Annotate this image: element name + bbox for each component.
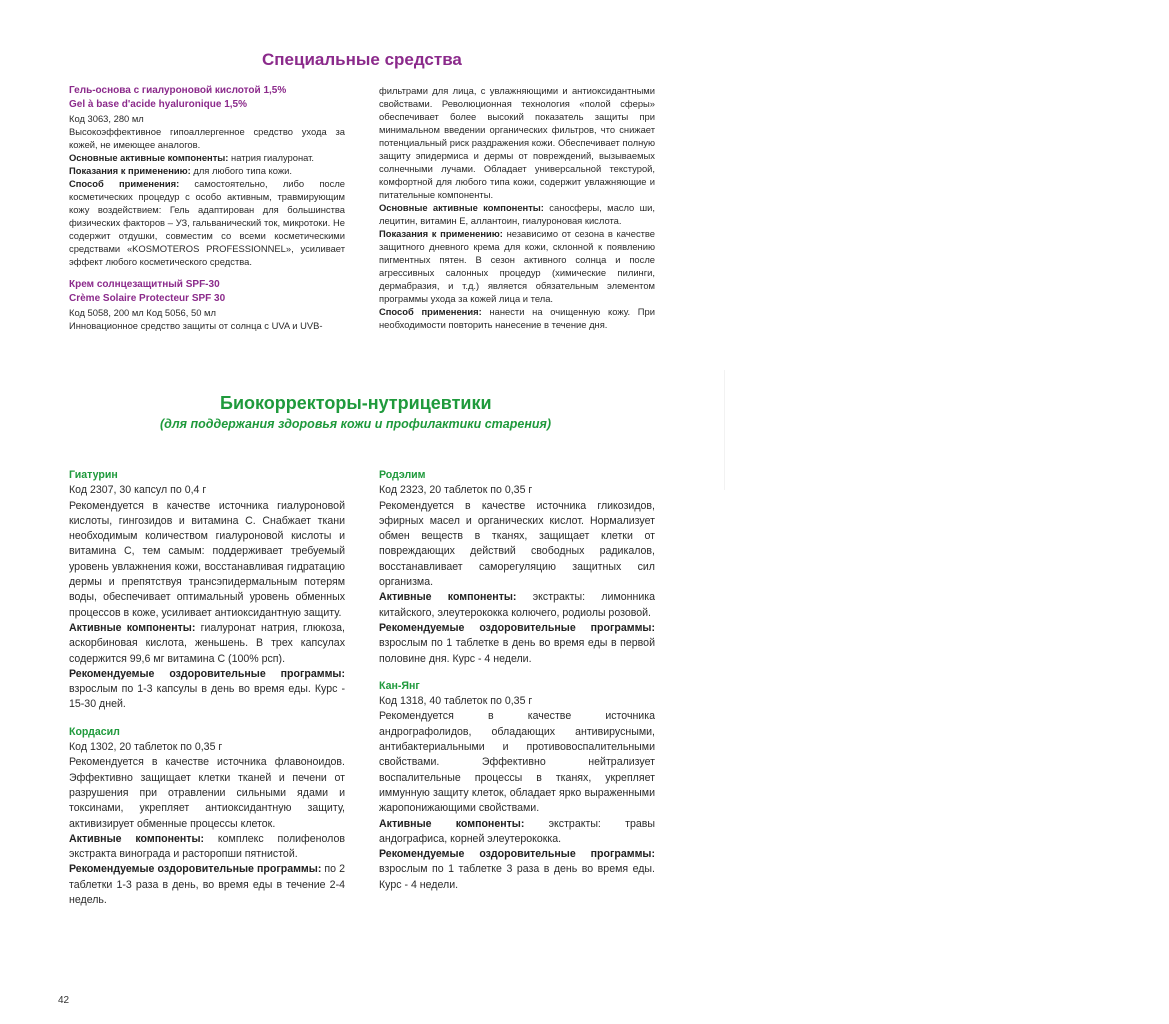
page-number: 42 <box>58 995 70 1006</box>
bio-right-column <box>379 468 655 893</box>
section-title-biocorrectors: Биокорректоры-нутрицевтики <box>220 393 492 413</box>
product-program: Рекомендуемые оздоровительные программы: взрослым по 1 таблетке 3 раза в день во время еды. Курс - 4 недели. <box>379 848 655 891</box>
gel-name-ru: Гель-основа с гиалуроновой кислотой 1,5% <box>69 85 287 96</box>
product-active: Активные компоненты: комплекс полифенолов экстракта винограда и расторопши пятнистой. <box>69 832 345 861</box>
product-description: Рекомендуется в качестве источника гликозидов, эфирных масел и органических кислот. Нормализует обмен веществ в тканях, защищает клетки от повреждающих действий свободных радикалов, восстанавливает саморегуляцию защитных сил организма. <box>379 499 655 589</box>
product-program: Рекомендуемые оздоровительные программы: взрослым по 1 таблетке в день во время еды в первой половине дня. Курс - 4 недели. <box>379 621 655 665</box>
product-name: Кан-Янг <box>379 679 420 692</box>
special-left-column <box>69 84 345 332</box>
gel-method: Способ применения: самостоятельно, либо после косметических процедур с особо активным, травмирующим кожу воздействием: Гель адаптирован для большинства физических факторов – УЗ, гальванический ток, микротоки. Не содержит отдушки, совместим со всеми косметическими средствами «KOSMOTEROS PROFESSIONNEL», усиливает эффект любого косметического средства. <box>69 178 346 267</box>
section-title-special: Специальные средства <box>262 50 462 69</box>
product-name: Гиатурин <box>69 469 118 481</box>
spf-name-fr: Crème Solaire Protecteur SPF 30 <box>69 293 226 304</box>
gel-description: Высокоэффективное гипоаллергенное средство ухода за кожей, не имеющее аналогов. <box>69 126 345 150</box>
gel-active: Основные активные компоненты: натрия гиалуронат. <box>69 152 315 163</box>
product-name: Кордасил <box>69 725 120 738</box>
spf-active: Основные активные компоненты: саносферы, масло ши, лецитин, витамин Е, аллантоин, гиалуроновая кислота. <box>379 202 655 226</box>
product-active: Активные компоненты: экстракты: травы андографиса, корней элеутерококка. <box>379 817 655 845</box>
product-description: Рекомендуется в качестве источника андрографолидов, обладающих антивирусными, антибактериальными и противовоспалительными свойствами. Эффективно нейтрализует воспалительные процессы в тканях, укрепляет иммунную защиту клеток, обладает ярко выраженными жаропонижающими свойствами. <box>379 710 655 815</box>
spf-indications: Показания к применению: независимо от сезона в качестве защитного дневного крема для кожи, склонной к появлению пигментных пятен. В сезон активного солнца и после агрессивных салонных процедур (химические пилинги, дермабразия, и т.д.) является обязательным элементом программы ухода за кожей лица и тела. <box>379 228 656 304</box>
product-description: Рекомендуется в качестве источника флавоноидов. Эффективно защищает клетки тканей и печени от разрушения при отравлении сильными ядами и токсинами, укрепляет антиоксидантную защиту, активизирует обменные процессы клеток. <box>69 756 345 830</box>
spf-name-ru: Крем солнцезащитный SPF-30 <box>69 279 220 290</box>
product-code: Код 2307, 30 капсул по 0,4 г <box>69 484 207 497</box>
bio-left-column <box>69 468 345 908</box>
gel-indications: Показания к применению: для любого типа кожи. <box>69 165 292 176</box>
gel-name-fr: Gel à base d'acide hyaluronique 1,5% <box>69 99 247 110</box>
product-active: Активные компоненты: экстракты: лимонника китайского, элеутерококка колючего, родиолы розовой. <box>379 591 655 619</box>
product-code: Код 1318, 40 таблеток по 0,35 г <box>379 695 533 708</box>
product-program: Рекомендуемые оздоровительные программы: по 2 таблетки 1-3 раза в день, во время еды в течение 2-4 недель. <box>69 863 345 907</box>
special-right-column <box>379 84 655 331</box>
page-divider <box>724 370 725 490</box>
spf-method: Способ применения: нанести на очищенную кожу. При необходимости повторить нанесение в течение дня. <box>379 306 655 330</box>
spf-description-cont: фильтрами для лица, с увлажняющими и антиоксидантными свойствами. Революционная технология «полой сферы» обеспечивает более высокий показатель защиты при минимальном введении органических фильтров, что снижает потенциальный риск раздражения кожи. Обеспечивает полную защиту эпидермиса и дермы от повреждений, вызываемых солнечными лучами. Обладает универсальной текстурой, комфортной для любого типа кожи, содержит увлажняющие и питательные компоненты. <box>379 85 655 200</box>
product-code: Код 2323, 20 таблеток по 0,35 г <box>379 484 533 497</box>
section-subtitle-biocorrectors: (для поддержания здоровья кожи и профилактики старения) <box>160 417 552 431</box>
spf-code: Код 5058, 200 мл Код 5056, 50 мл <box>69 307 216 318</box>
product-program: Рекомендуемые оздоровительные программы: взрослым по 1-3 капсулы в день во время еды. Курс - 15-30 дней. <box>69 667 345 711</box>
spf-description-start: Инновационное средство защиты от солнца с UVA и UVB- <box>69 320 323 331</box>
product-code: Код 1302, 20 таблеток по 0,35 г <box>69 741 223 754</box>
product-description: Рекомендуется в качестве источника гиалуроновой кислоты, гингозидов и витамина С. Снабжает ткани необходимым количеством гиалуроновой кислоты и витамина С, тем самым: поддерживает требуемый уровень увлажнения кожи, восстанавливая гидратацию дермы и препятствуя трансэпидермальным потерям воды, обеспечивает оптимальный уровень обменных процессов в коже, усиливает антиоксидантную защиту. <box>69 499 345 619</box>
product-active: Активные компоненты: гиалуронат натрия, глюкоза, аскорбиновая кислота, женьшень. В трех капсулах содержится 99,6 мг витамина С (100% рсп). <box>69 621 345 665</box>
product-name: Родэлим <box>379 469 426 481</box>
gel-code: Код 3063, 280 мл <box>69 113 144 124</box>
